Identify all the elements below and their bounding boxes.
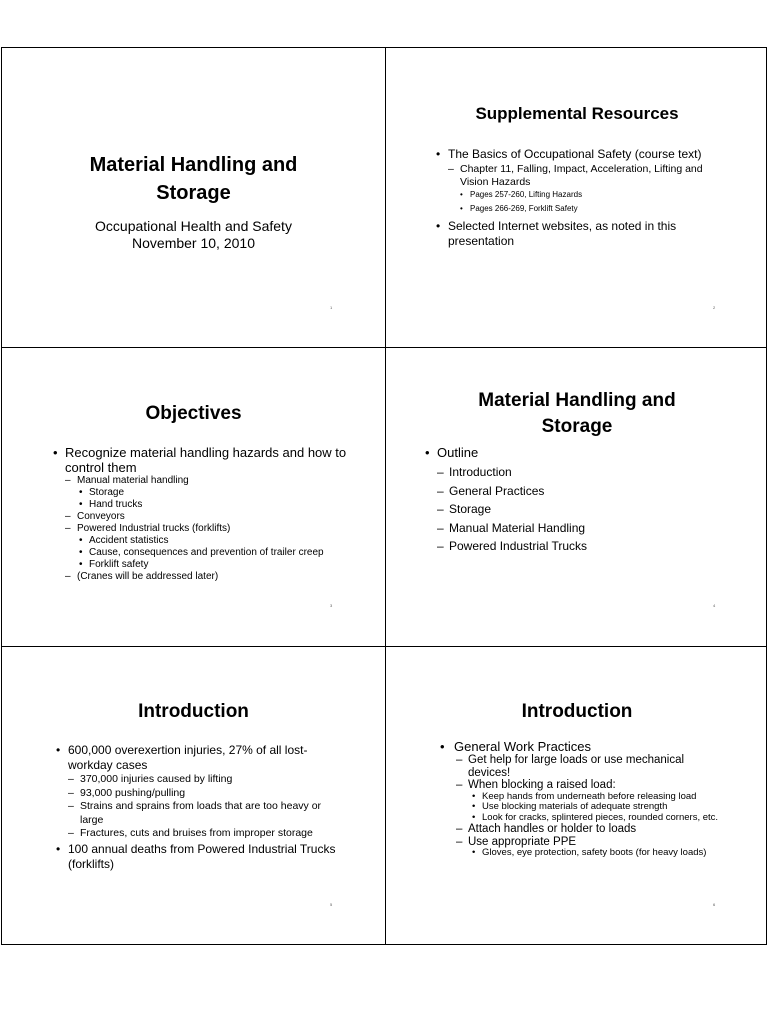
sub-sub-bullet: • Use blocking materials of adequate strength <box>438 802 728 813</box>
sub-sub-bullet: • Keep hands from underneath before releasing load <box>438 792 728 803</box>
sub-bullet: – Fractures, cuts and bruises from improper storage <box>54 827 344 841</box>
bullet: • The Basics of Occupational Safety (course text) <box>434 147 714 162</box>
sub-bullet: – Strains and sprains from loads that are too heavy or large <box>54 800 344 827</box>
slide-subtitle <box>2 218 385 252</box>
subtitle-line: Occupational Health and Safety <box>95 218 292 234</box>
page-number: 3 <box>330 603 333 608</box>
sub-sub-bullet: • Pages 266-269, Forklift Safety <box>434 202 714 216</box>
page-number: 4 <box>713 603 716 608</box>
sub-bullet: – 370,000 injuries caused by lifting <box>54 773 344 787</box>
outline-item: – Storage <box>423 500 723 519</box>
bullet: • Selected Internet websites, as noted in this presentation <box>434 219 714 249</box>
sub-sub-bullet: • Gloves, eye protection, safety boots (for heavy loads) <box>438 848 728 859</box>
sub-bullet: – (Cranes will be addressed later) <box>51 571 351 583</box>
bullet: • Outline <box>423 445 723 460</box>
page-number: 6 <box>713 902 716 907</box>
slide-title: Material Handling and Storage <box>478 390 676 437</box>
sub-bullet: – Chapter 11, Falling, Impact, Acceleration, Lifting and Vision Hazards <box>434 163 714 188</box>
page-number: 2 <box>713 305 716 310</box>
bullet: • General Work Practices <box>438 739 728 754</box>
sub-bullet: – Use appropriate PPE <box>456 835 577 848</box>
slide-6 <box>386 647 768 944</box>
page-number: 5 <box>330 902 333 907</box>
sub-sub-bullet: • Cause, consequences and prevention of trailer creep <box>51 547 351 559</box>
sub-sub-bullet: • Pages 257-260, Lifting Hazards <box>434 188 714 202</box>
sub-sub-bullet: • Storage <box>51 487 351 499</box>
slide-grid <box>1 47 767 945</box>
sub-bullet: – Conveyors <box>51 511 351 523</box>
subtitle-line: November 10, 2010 <box>132 235 255 251</box>
slide-title: Material Handling and Storage <box>89 154 298 204</box>
sub-sub-bullet: • Look for cracks, splintered pieces, rounded corners, etc. <box>438 813 728 824</box>
sub-bullet: – Manual material handling <box>51 475 351 487</box>
sub-sub-bullet: • Hand trucks <box>51 499 351 511</box>
outline-item: – General Practices <box>423 482 723 501</box>
bullet: • Recognize material handling hazards and how to control them <box>51 445 351 475</box>
sub-bullet: – 93,000 pushing/pulling <box>54 787 344 801</box>
sub-sub-bullet: • Accident statistics <box>51 535 351 547</box>
slide-4 <box>386 348 768 646</box>
slide-3 <box>2 348 385 646</box>
sub-bullet: – Powered Industrial trucks (forklifts) <box>51 523 351 535</box>
slide-title: Introduction <box>521 701 633 722</box>
outline-item: – Manual Material Handling <box>423 519 723 538</box>
slide-2 <box>386 48 768 347</box>
bullet: • 100 annual deaths from Powered Industrial Trucks (forklifts) <box>54 842 344 872</box>
slide-title: Objectives <box>145 403 242 424</box>
slide-5 <box>2 647 385 944</box>
sub-bullet: – Attach handles or holder to loads <box>456 823 637 835</box>
page-number: 1 <box>330 305 333 310</box>
bullet: • 600,000 overexertion injuries, 27% of all lost-workday cases <box>54 743 344 773</box>
slide-1 <box>2 48 385 347</box>
slide-title: Supplemental Resources <box>475 104 679 123</box>
outline-item: – Powered Industrial Trucks <box>423 537 723 556</box>
sub-bullet: – When blocking a raised load: <box>456 779 616 791</box>
sub-sub-bullet: • Forklift safety <box>51 559 351 571</box>
slide-title: Introduction <box>138 701 249 722</box>
outline-item: – Introduction <box>423 463 723 482</box>
sub-bullet: – Get help for large loads or use mechanical devices! <box>456 754 685 779</box>
